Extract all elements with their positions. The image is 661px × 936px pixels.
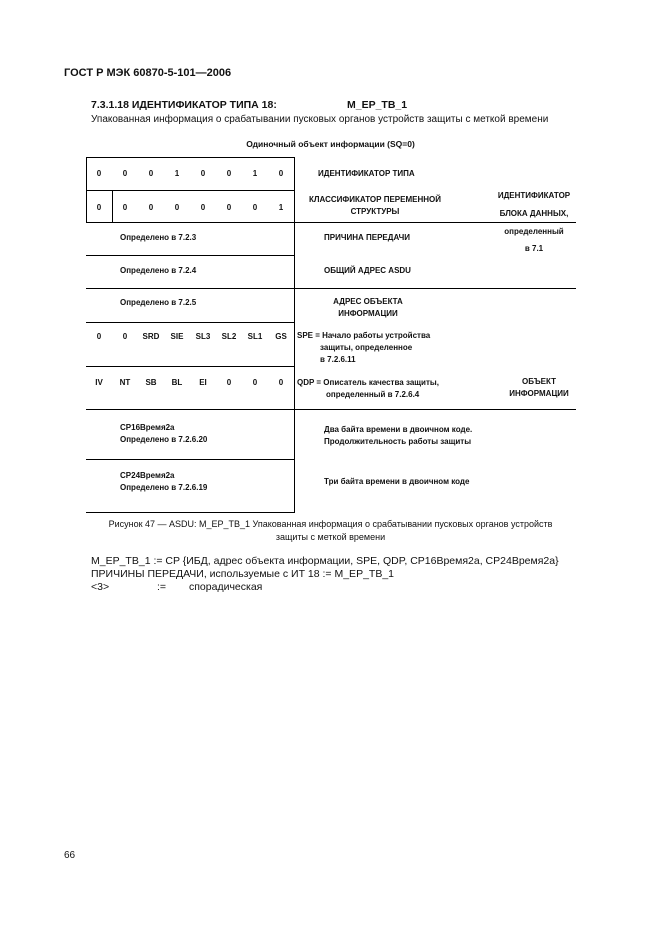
asdu-address-cell	[86, 266, 294, 275]
cp24-label: Три байта времени в двоичном коде	[324, 477, 470, 486]
ioa-cell	[86, 298, 294, 307]
figure-title: Одиночный объект информации (SQ=0)	[246, 139, 415, 149]
ioa-label: АДРЕС ОБЪЕКТА ИНФОРМАЦИИ	[333, 297, 403, 318]
bit: 0	[174, 203, 180, 212]
dui-label-line2: БЛОКА ДАННЫХ,	[499, 209, 569, 218]
bit: 0	[278, 378, 284, 387]
bit: 0	[226, 203, 232, 212]
bit: 0	[252, 378, 258, 387]
spe-bits	[86, 332, 294, 341]
bit: GS	[275, 332, 287, 341]
bit: EI	[199, 378, 207, 387]
row-divider	[86, 288, 576, 289]
bit: 0	[96, 169, 102, 178]
cp24-name: CP24Время2а	[120, 471, 175, 480]
bit: SL3	[195, 332, 211, 341]
dui-label-line1: ИДЕНТИФИКАТОР	[497, 191, 571, 200]
vsq-bits	[86, 203, 294, 212]
document-header: ГОСТ Р МЭК 60870-5-101—2006	[64, 67, 232, 79]
qdp-bits	[86, 378, 294, 387]
bit: SRD	[142, 332, 160, 341]
dui-label-line4: в 7.1	[524, 244, 544, 253]
io-label-line1: ОБЪЕКТ	[522, 377, 556, 386]
definition-line1: M_EP_TB_1 := CP {ИБД, адрес объекта информации, SPE, QDP, CP16Время2а, CP24Время2а}	[91, 555, 559, 567]
vsq-label: КЛАССИФИКАТОР ПЕРЕМЕННОЙ СТРУКТУРЫ	[309, 195, 441, 216]
cp16-label-line2: Продолжительность работы защиты	[324, 437, 472, 446]
row-divider	[86, 255, 294, 256]
bit: 1	[174, 169, 180, 178]
bit: SIE	[170, 332, 184, 341]
bit: 0	[226, 378, 232, 387]
bit: 0	[200, 203, 206, 212]
bit: SB	[145, 378, 157, 387]
row-divider	[86, 459, 294, 460]
row-divider	[86, 190, 294, 191]
bit: 0	[96, 332, 102, 341]
bit: SL1	[247, 332, 263, 341]
caption-line1: Рисунок 47 — ASDU: M_EP_TB_1 Упакованная информация о срабатывании пусковых органов устройств	[108, 519, 553, 529]
bit: 0	[96, 203, 102, 212]
section-type-code: M_EP_TB_1	[347, 99, 408, 111]
io-label-line2: ИНФОРМАЦИИ	[509, 389, 569, 398]
bit: 0	[148, 203, 154, 212]
cp24-definition: Определено в 7.2.6.19	[120, 483, 208, 492]
bit: IV	[95, 378, 103, 387]
bit: 0	[252, 203, 258, 212]
spe-label-line2: защиты, определенное	[320, 343, 413, 352]
qdp-label-line2: определенный в 7.2.6.4	[326, 390, 420, 399]
cot-label: ПРИЧИНА ПЕРЕДАЧИ	[324, 233, 410, 242]
cp16-label-line1: Два байта времени в двоичном коде.	[324, 425, 473, 434]
type-id-label: ИДЕНТИФИКАТОР ТИПА	[318, 169, 415, 178]
cot-text: Определено в 7.2.3	[120, 233, 197, 242]
bit: BL	[171, 378, 183, 387]
row-divider	[86, 409, 576, 410]
asdu-address-label: ОБЩИЙ АДРЕС ASDU	[324, 266, 411, 275]
cot-cell	[86, 233, 294, 242]
page-number: 66	[64, 850, 76, 861]
bit: 1	[252, 169, 258, 178]
figure-caption	[0, 518, 661, 544]
cp16-definition: Определено в 7.2.6.20	[120, 435, 208, 444]
row-divider	[86, 366, 294, 367]
row-divider	[86, 322, 294, 323]
spe-label-line3: в 7.2.6.11	[320, 355, 356, 364]
bit: 0	[148, 169, 154, 178]
cause-code: <3>	[91, 581, 110, 593]
cause-assign: :=	[157, 581, 167, 593]
bit: 0	[226, 169, 232, 178]
asdu-address-text: Определено в 7.2.4	[120, 266, 197, 275]
dui-label-line3: определенный	[504, 227, 564, 236]
bit: 1	[278, 203, 284, 212]
qdp-label-line1: QDP = Описатель качества защиты,	[297, 378, 439, 387]
bit: 0	[122, 169, 128, 178]
bit: 0	[122, 332, 128, 341]
caption-line2: защиты с меткой времени	[275, 532, 386, 542]
ioa-text: Определено в 7.2.5	[120, 298, 197, 307]
bit: SL2	[221, 332, 237, 341]
bit: 0	[278, 169, 284, 178]
section-heading: 7.3.1.18 ИДЕНТИФИКАТОР ТИПА 18:	[91, 99, 277, 111]
type-id-bits	[86, 169, 294, 178]
section-description: Упакованная информация о срабатывании пусковых органов устройств защиты с меткой времени	[91, 114, 549, 125]
bit: 0	[122, 203, 128, 212]
row-divider	[86, 222, 576, 223]
spe-label-line1: SPE = Начало работы устройства	[297, 331, 431, 340]
bit: NT	[119, 378, 131, 387]
cause-meaning: спорадическая	[189, 581, 263, 593]
bit: 0	[200, 169, 206, 178]
cp16-name: CP16Время2а	[120, 423, 175, 432]
definition-line2: ПРИЧИНЫ ПЕРЕДАЧИ, используемые с ИТ 18 := M_EP_TB_1	[91, 568, 395, 580]
